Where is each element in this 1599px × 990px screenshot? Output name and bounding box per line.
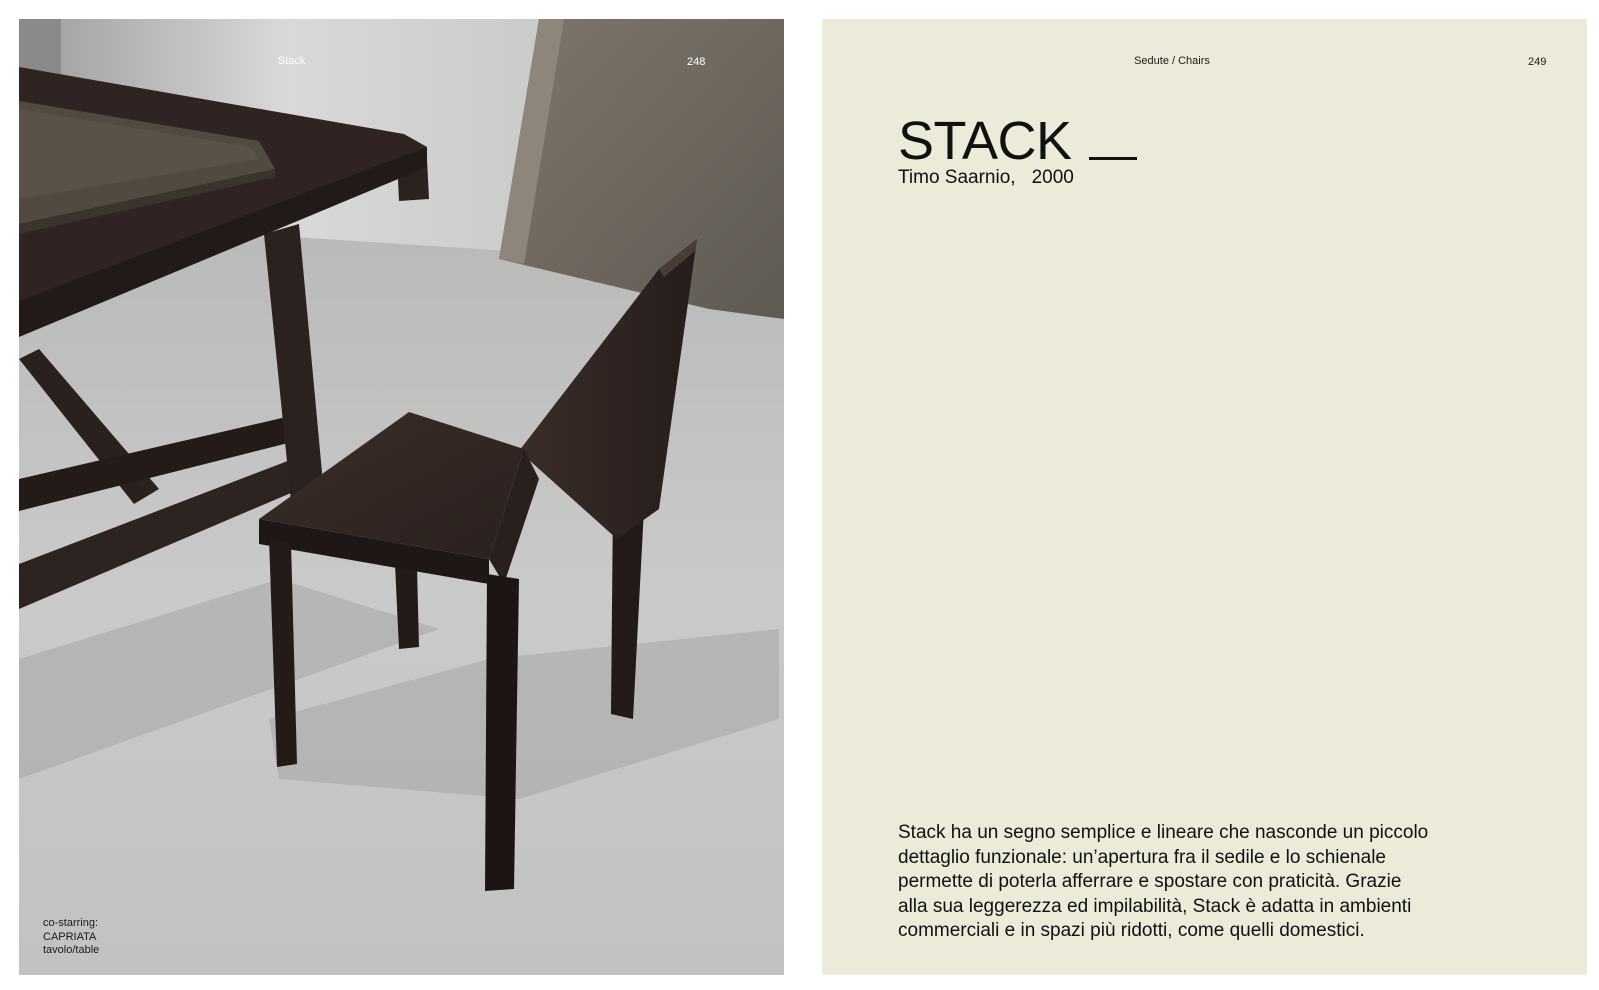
- designer-name: Timo Saarnio,: [898, 167, 1016, 188]
- credits-line: tavolo/table: [43, 944, 100, 956]
- credits-line: co-starring:: [43, 917, 99, 929]
- description-line: permette di poterla afferrare e spostare con praticità. Grazie: [898, 871, 1402, 892]
- product-title-row: [898, 111, 1072, 171]
- left-header-title: Stack: [277, 55, 306, 67]
- chair-back-left-leg: [395, 564, 419, 649]
- right-page-number: 249: [1528, 56, 1547, 68]
- product-title: STACK: [898, 111, 1072, 171]
- photo-credits: [43, 917, 99, 958]
- description-line: commerciali e in spazi più ridotti, come quelli domestici.: [898, 920, 1365, 941]
- product-description: [898, 821, 1498, 944]
- description-line: alla sua leggerezza ed impilabilità, Stack è adatta in ambienti: [898, 895, 1412, 917]
- description-line: Stack ha un segno semplice e lineare che nasconde un piccolo: [898, 822, 1429, 843]
- credits-line: CAPRIATA: [43, 930, 97, 943]
- description-line: dettaglio funzionale: un’apertura fra il sedile e lo schienale: [898, 846, 1386, 868]
- left-page-number: 248: [687, 56, 706, 68]
- design-year: 2000: [1031, 167, 1074, 188]
- section-title: Sedute / Chairs: [1134, 55, 1210, 67]
- chair-and-table-photo: [19, 19, 784, 975]
- left-page: [19, 19, 784, 975]
- title-dash: [1089, 157, 1137, 160]
- chair-front-right-leg: [485, 574, 519, 891]
- right-page: [822, 19, 1587, 975]
- designer-line: [898, 166, 1074, 190]
